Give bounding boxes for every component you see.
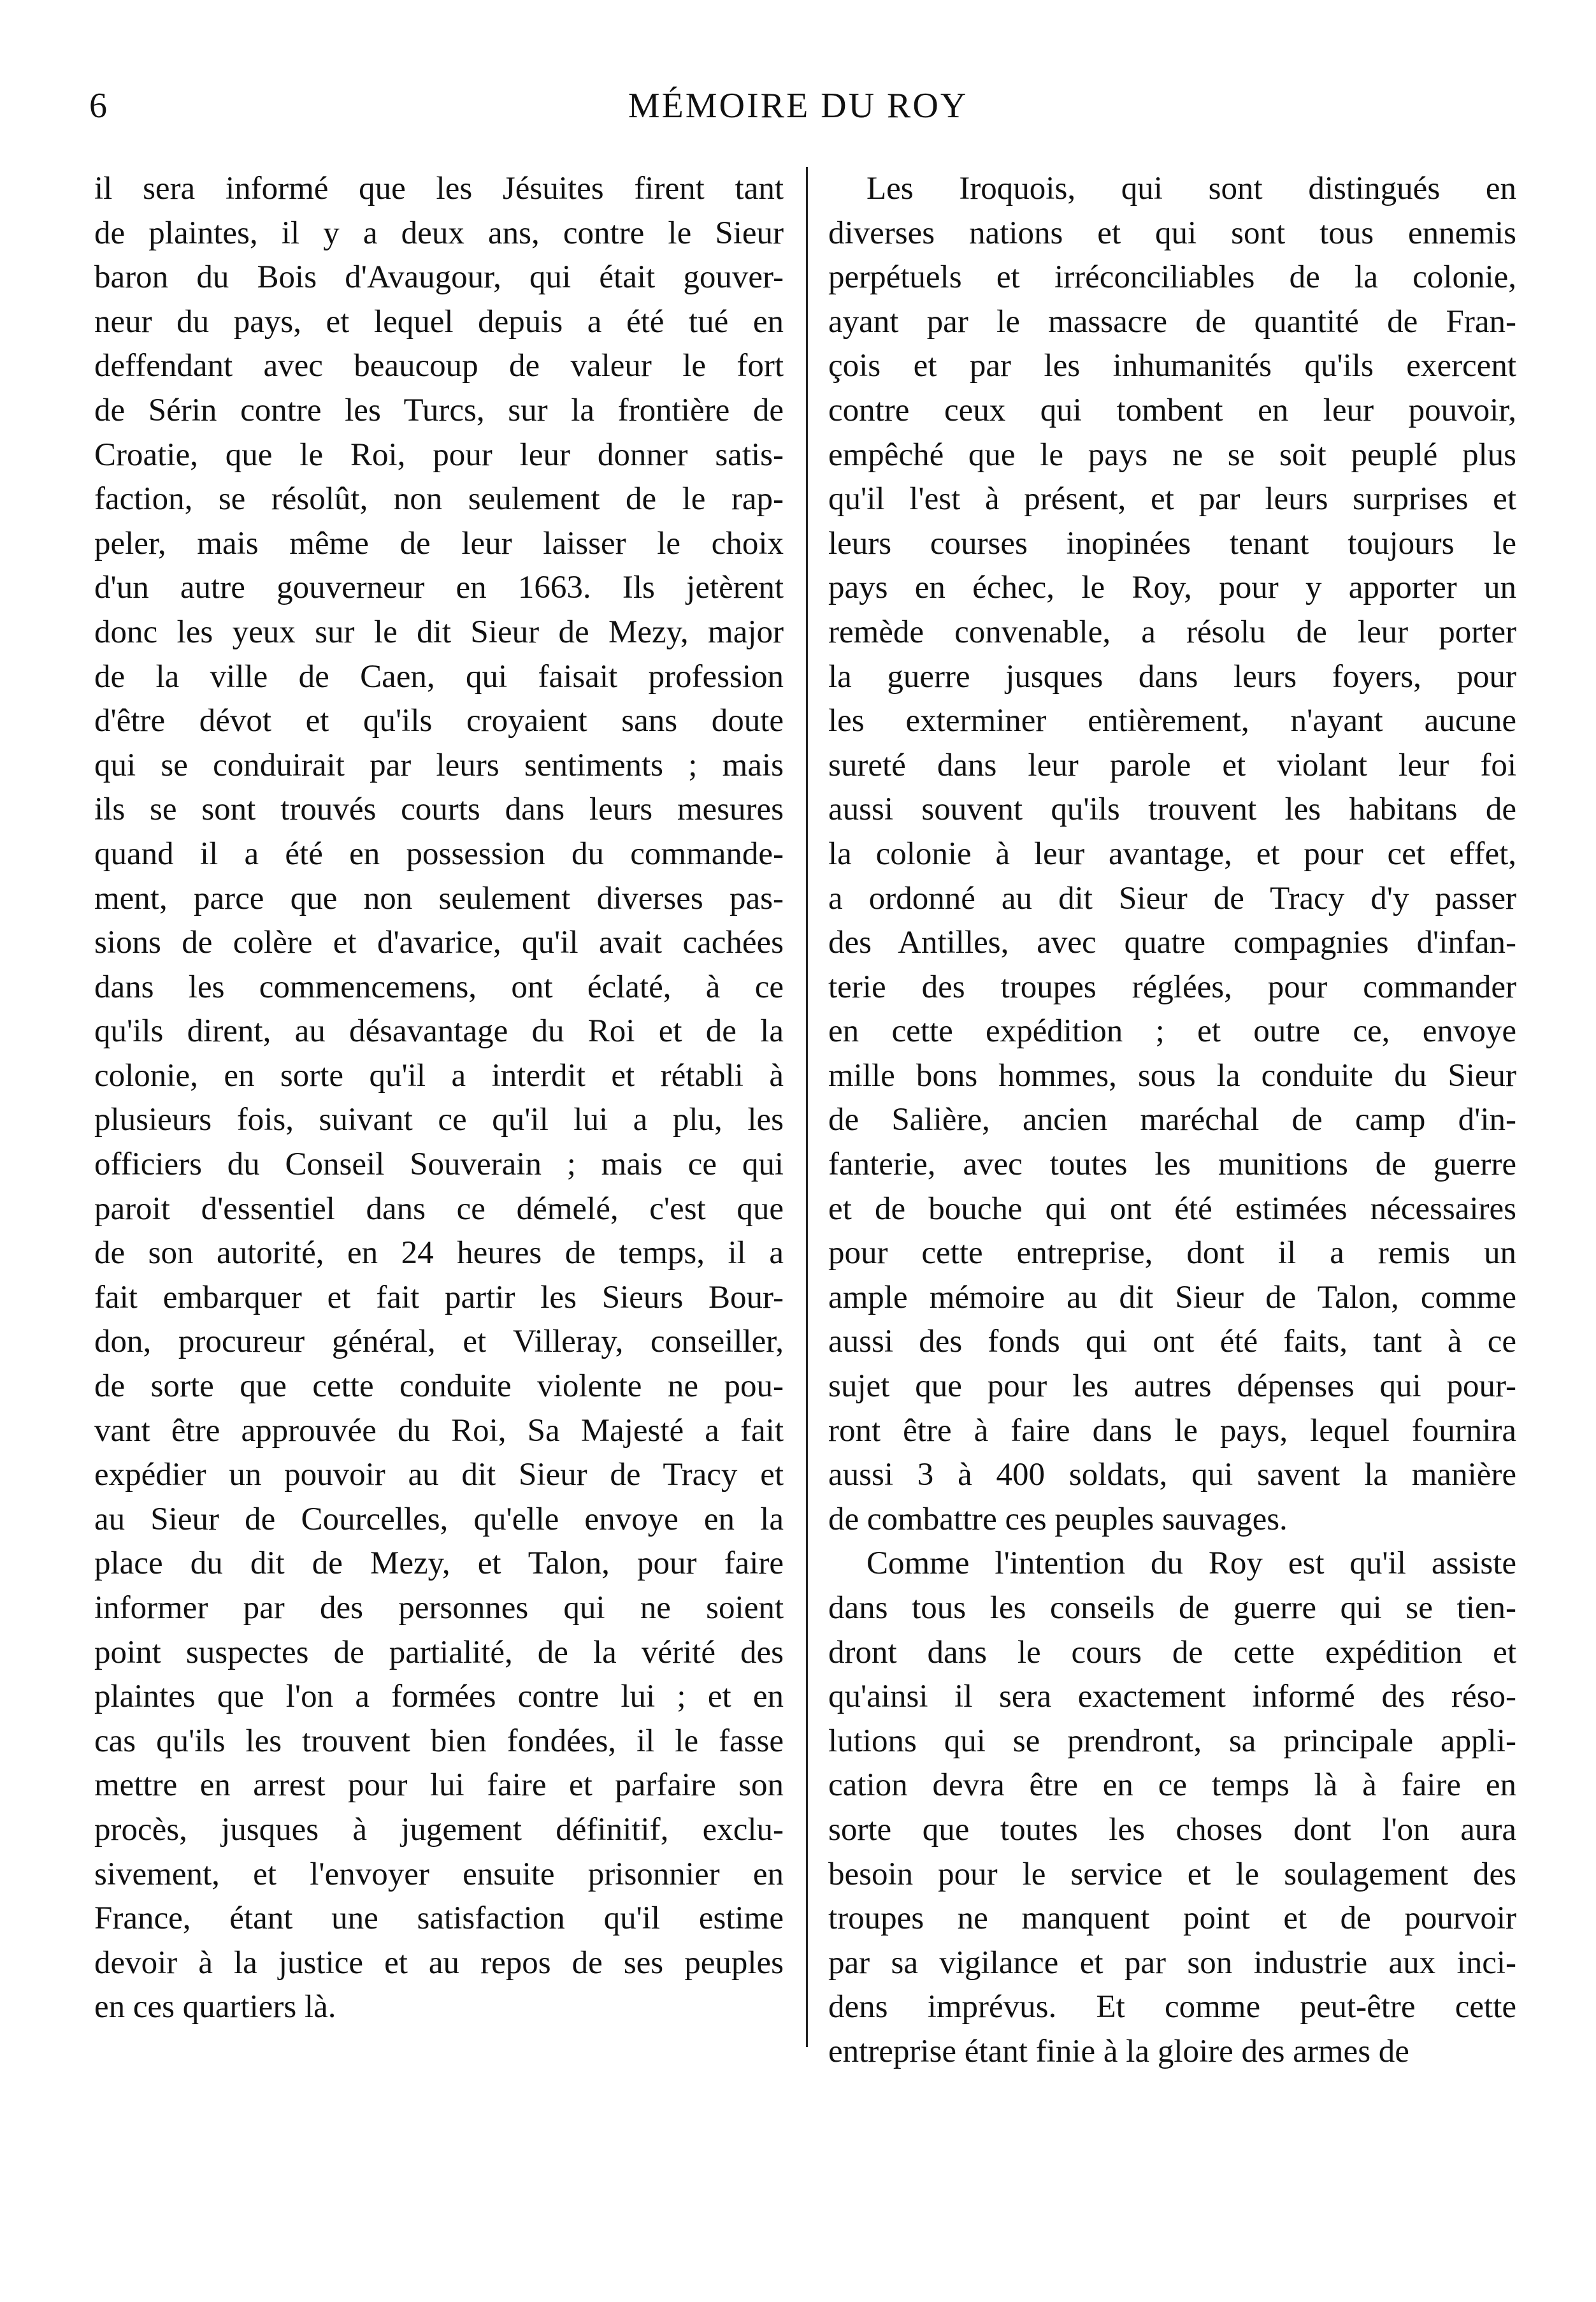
text-line: dront dans le cours de cette expédition et	[828, 1634, 1516, 1670]
text-line: dans tous les conseils de guerre qui se tien-	[828, 1590, 1516, 1626]
text-line: ample mémoire au dit Sieur de Talon, comme	[828, 1279, 1516, 1315]
text-line: qu'ils dirent, au désavantage du Roi et de la	[94, 1013, 784, 1050]
text-line: çois et par les inhumanités qu'ils exercent	[828, 348, 1516, 384]
text-line: expédier un pouvoir au dit Sieur de Tracy et	[94, 1457, 784, 1493]
text-line: peler, mais même de leur laisser le choix	[94, 525, 784, 561]
text-line: des Antilles, avec quatre compagnies d'infan-	[828, 925, 1516, 961]
page-number: 6	[89, 86, 107, 126]
text-line: colonie, en sorte qu'il a interdit et rétabli à	[94, 1057, 784, 1094]
text-line: donc les yeux sur le dit Sieur de Mezy, major	[94, 614, 784, 650]
text-line: troupes ne manquent point et de pourvoir	[828, 1900, 1516, 1937]
text-line: baron du Bois d'Avaugour, qui était gouver-	[94, 259, 784, 296]
text-line: pays en échec, le Roy, pour y apporter un	[828, 570, 1516, 606]
text-line: a ordonné au dit Sieur de Tracy d'y passer	[828, 880, 1516, 916]
text-line: sureté dans leur parole et violant leur foi	[828, 747, 1516, 783]
text-line: procès, jusques à jugement définitif, exclu-	[94, 1811, 784, 1848]
text-line: ront être à faire dans le pays, lequel fournira	[828, 1412, 1516, 1449]
text-line: neur du pays, et lequel depuis a été tué en	[94, 303, 784, 340]
text-line: plaintes que l'on a formées contre lui ; et en	[94, 1679, 784, 1715]
text-line: dans les commencemens, ont éclaté, à ce	[94, 969, 784, 1005]
text-line: France, étant une satisfaction qu'il estime	[94, 1900, 784, 1937]
text-line: ayant par le massacre de quantité de Fran-	[828, 303, 1516, 340]
text-line: leurs courses inopinées tenant toujours le	[828, 525, 1516, 561]
text-line: devoir à la justice et au repos de ses peuples	[94, 1944, 784, 1981]
text-line: ils se sont trouvés courts dans leurs mesures	[94, 792, 784, 828]
text-line: dens imprévus. Et comme peut-être cette	[828, 1989, 1516, 2025]
text-line: diverses nations et qui sont tous ennemis	[828, 215, 1516, 251]
text-line: de Sérin contre les Turcs, sur la frontière de	[94, 392, 784, 428]
text-line: remède convenable, a résolu de leur porter	[828, 614, 1516, 650]
text-line: paroit d'essentiel dans ce démelé, c'est que	[94, 1191, 784, 1227]
text-line: il sera informé que les Jésuites firent tant	[94, 171, 784, 206]
text-line: fanterie, avec toutes les munitions de guerre	[828, 1147, 1516, 1183]
text-line: entreprise étant finie à la gloire des armes de	[828, 2033, 1409, 2069]
text-line: contre ceux qui tombent en leur pouvoir,	[828, 392, 1516, 428]
text-line: en ces quartiers là.	[94, 1989, 336, 2025]
text-line: empêché que le pays ne se soit peuplé plus	[828, 437, 1516, 473]
text-line: faction, se résolût, non seulement de le rap-	[94, 481, 784, 518]
text-line: mettre en arrest pour lui faire et parfaire son	[94, 1767, 784, 1804]
text-line: Les Iroquois, qui sont distingués en	[866, 171, 1516, 206]
text-line: officiers du Conseil Souverain ; mais ce qui	[94, 1147, 784, 1183]
running-title: MÉMOIRE DU ROY	[628, 86, 968, 126]
text-line: d'être dévot et qu'ils croyaient sans doute	[94, 703, 784, 739]
text-line: au Sieur de Courcelles, qu'elle envoye en la	[94, 1501, 784, 1537]
text-line: sions de colère et d'avarice, qu'il avait cachées	[94, 925, 784, 961]
text-line: de sorte que cette conduite violente ne pou-	[94, 1368, 784, 1405]
right-column	[828, 167, 1516, 2074]
text-line: cas qu'ils les trouvent bien fondées, il le fasse	[94, 1723, 784, 1759]
text-line: de plaintes, il y a deux ans, contre le Sieur	[94, 215, 784, 251]
text-line: Comme l'intention du Roy est qu'il assiste	[866, 1546, 1516, 1582]
text-line: pour cette entreprise, dont il a remis un	[828, 1235, 1516, 1271]
text-line: la colonie à leur avantage, et pour cet effet,	[828, 836, 1516, 872]
text-line: qui se conduirait par leurs sentiments ; mais	[94, 747, 784, 783]
text-line: ment, parce que non seulement diverses pas-	[94, 880, 784, 916]
text-line: point suspectes de partialité, de la vérité des	[94, 1634, 784, 1670]
text-line: fait embarquer et fait partir les Sieurs Bour-	[94, 1279, 784, 1315]
text-line: mille bons hommes, sous la conduite du Sieur	[828, 1057, 1516, 1094]
text-line: par sa vigilance et par son industrie aux inci-	[828, 1944, 1516, 1981]
text-line: aussi 3 à 400 soldats, qui savent la manière	[828, 1457, 1516, 1493]
text-line: aussi souvent qu'ils trouvent les habitans de	[828, 792, 1516, 828]
text-line: sorte que toutes les choses dont l'on aura	[828, 1811, 1516, 1848]
text-line: terie des troupes réglées, pour commander	[828, 969, 1516, 1005]
text-line: quand il a été en possession du commande-	[94, 836, 784, 872]
text-line: deffendant avec beaucoup de valeur le fort	[94, 348, 784, 384]
text-line: les exterminer entièrement, n'ayant aucune	[828, 703, 1516, 739]
text-line: Croatie, que le Roi, pour leur donner satis-	[94, 437, 784, 473]
text-line: de la ville de Caen, qui faisait profession	[94, 658, 784, 695]
text-line: aussi des fonds qui ont été faits, tant à ce	[828, 1324, 1516, 1360]
column-divider	[806, 167, 808, 2047]
text-line: et de bouche qui ont été estimées nécessaires	[828, 1191, 1516, 1227]
text-line: en cette expédition ; et outre ce, envoye	[828, 1013, 1516, 1050]
text-line: besoin pour le service et le soulagement des	[828, 1856, 1516, 1892]
text-line: sivement, et l'envoyer ensuite prisonnier en	[94, 1856, 784, 1892]
text-line: de combattre ces peuples sauvages.	[828, 1501, 1288, 1537]
left-column	[94, 167, 784, 2030]
text-line: perpétuels et irréconciliables de la colonie,	[828, 259, 1516, 296]
text-line: cation devra être en ce temps là à faire en	[828, 1767, 1516, 1804]
text-line: qu'il l'est à présent, et par leurs surprises et	[828, 481, 1516, 518]
text-line: sujet que pour les autres dépenses qui pour-	[828, 1368, 1516, 1405]
text-line: lutions qui se prendront, sa principale appli-	[828, 1723, 1516, 1759]
text-line: de Salière, ancien maréchal de camp d'in-	[828, 1102, 1516, 1138]
text-line: la guerre jusques dans leurs foyers, pour	[828, 658, 1516, 695]
text-line: vant être approuvée du Roi, Sa Majesté a fait	[94, 1412, 784, 1449]
text-line: don, procureur général, et Villeray, conseiller,	[94, 1324, 784, 1360]
text-line: place du dit de Mezy, et Talon, pour faire	[94, 1546, 784, 1582]
text-line: informer par des personnes qui ne soient	[94, 1590, 784, 1626]
text-line: d'un autre gouverneur en 1663. Ils jetèrent	[94, 570, 784, 606]
text-line: de son autorité, en 24 heures de temps, il a	[94, 1235, 784, 1271]
text-line: qu'ainsi il sera exactement informé des réso-	[828, 1679, 1516, 1715]
text-line: plusieurs fois, suivant ce qu'il lui a plu, les	[94, 1102, 784, 1138]
